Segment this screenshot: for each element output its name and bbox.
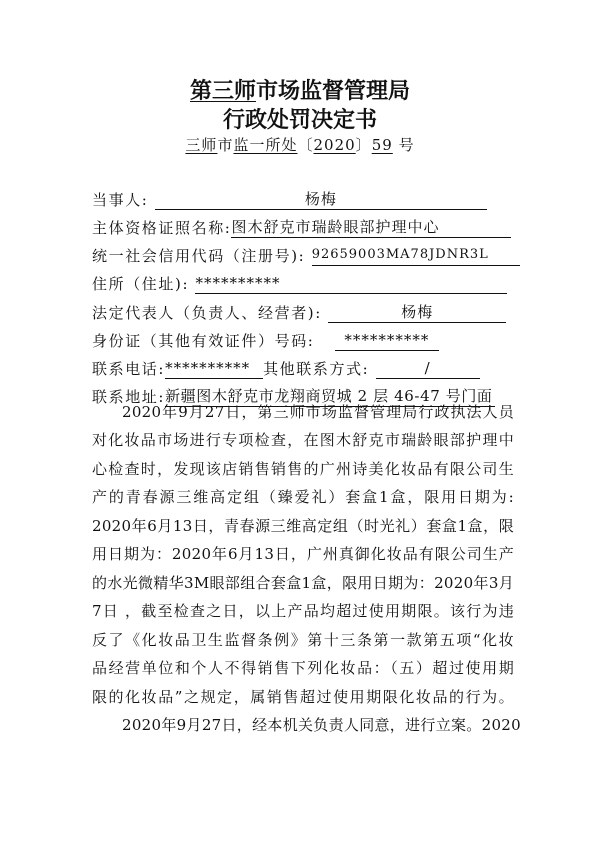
body-line: 2020年9月27日，第三师市场监督管理局行政执法人员 <box>122 403 514 421</box>
document-number <box>0 134 600 155</box>
doc-number-bracket-close: 〕 <box>355 136 372 154</box>
phone-label: 联系电话: <box>92 360 166 378</box>
doc-number-part2: 市 <box>217 136 234 154</box>
other-contact-label: 其他联系方式: <box>263 360 370 378</box>
legal-rep-label: 法定代表人（负责人、经营者): <box>92 304 322 322</box>
contact-address-field: 新疆图木舒克市龙翔商贸城 2 层 46-47 号门面 <box>165 386 495 407</box>
body-line: 限的化妆品”之规定，属销售超过使用期限化妆品的行为。 <box>92 688 514 706</box>
id-row <box>92 330 439 352</box>
address-field: ********** <box>195 273 507 294</box>
doc-number-number: 59 <box>371 136 393 154</box>
other-contact-field: / <box>376 358 480 379</box>
party-row <box>92 189 487 211</box>
body-line: 心检查时，发现该店销售销售的广州诗美化妆品有限公司生 <box>92 460 514 478</box>
address-row <box>92 273 507 295</box>
credit-code-label: 统一社会信用代码（注册号): <box>92 247 306 265</box>
body-line: 2020年9月27日，经本机关负责人同意，进行立案。2020 <box>122 716 521 734</box>
body-line: 的水光微精华3M眼部组合套盒1盒，限用日期为：2020年3月 <box>92 574 514 592</box>
body-line: 用日期为：2020年6月13日，广州真御化妆品有限公司生产 <box>92 545 514 563</box>
doc-number-part3: 监一所处 <box>233 136 298 154</box>
address-label: 住所（住址): <box>92 275 190 293</box>
doc-number-suffix: 号 <box>398 136 415 154</box>
license-name-label: 主体资格证照名称: <box>92 219 232 237</box>
party-field: 杨梅 <box>155 189 487 210</box>
doc-number-year: 2020 <box>313 136 356 154</box>
contact-address-label: 联系地址: <box>92 388 166 406</box>
credit-code-field: 92659003MA78JDNR3L <box>312 245 520 266</box>
title-line-2: 行政处罚决定书 <box>222 107 377 133</box>
party-label: 当事人: <box>92 191 149 209</box>
license-name-row <box>92 217 511 239</box>
id-field: ********** <box>335 330 439 351</box>
legal-rep-row <box>92 302 506 324</box>
body-line: 品经营单位和个人不得销售下列化妆品：（五）超过使用期 <box>92 659 514 677</box>
legal-rep-field: 杨梅 <box>328 302 506 323</box>
title-underlined-part: 第三师 <box>189 78 256 104</box>
body-line: 对化妆品市场进行专项检查，在图木舒克市瑞龄眼部护理中 <box>92 431 514 449</box>
body-line: 产的青春源三维高定组（臻爱礼）套盒1盒，限用日期为: <box>92 488 514 506</box>
body-line: 2020年6月13日，青春源三维高定组（时光礼）套盒1盒，限 <box>92 517 514 535</box>
license-name-field: 图木舒克市瑞龄眼部护理中心 <box>231 217 511 238</box>
id-label: 身份证（其他有效证件）号码: <box>92 332 315 350</box>
title-rest: 市场监督管理局 <box>256 78 411 104</box>
credit-code-row <box>92 245 520 267</box>
body-line: 7日 ，截至检查之日，以上产品均超过使用期限。该行为违 <box>92 602 514 620</box>
doc-number-part1: 三师 <box>185 136 218 154</box>
doc-number-bracket-open: 〔 <box>297 136 314 154</box>
body-line: 反了《化妆品卫生监督条例》第十三条第一款第五项“化妆 <box>92 631 514 649</box>
phone-field: ********** <box>165 358 263 379</box>
title-line-1 <box>0 74 600 105</box>
contact-row <box>92 358 480 380</box>
